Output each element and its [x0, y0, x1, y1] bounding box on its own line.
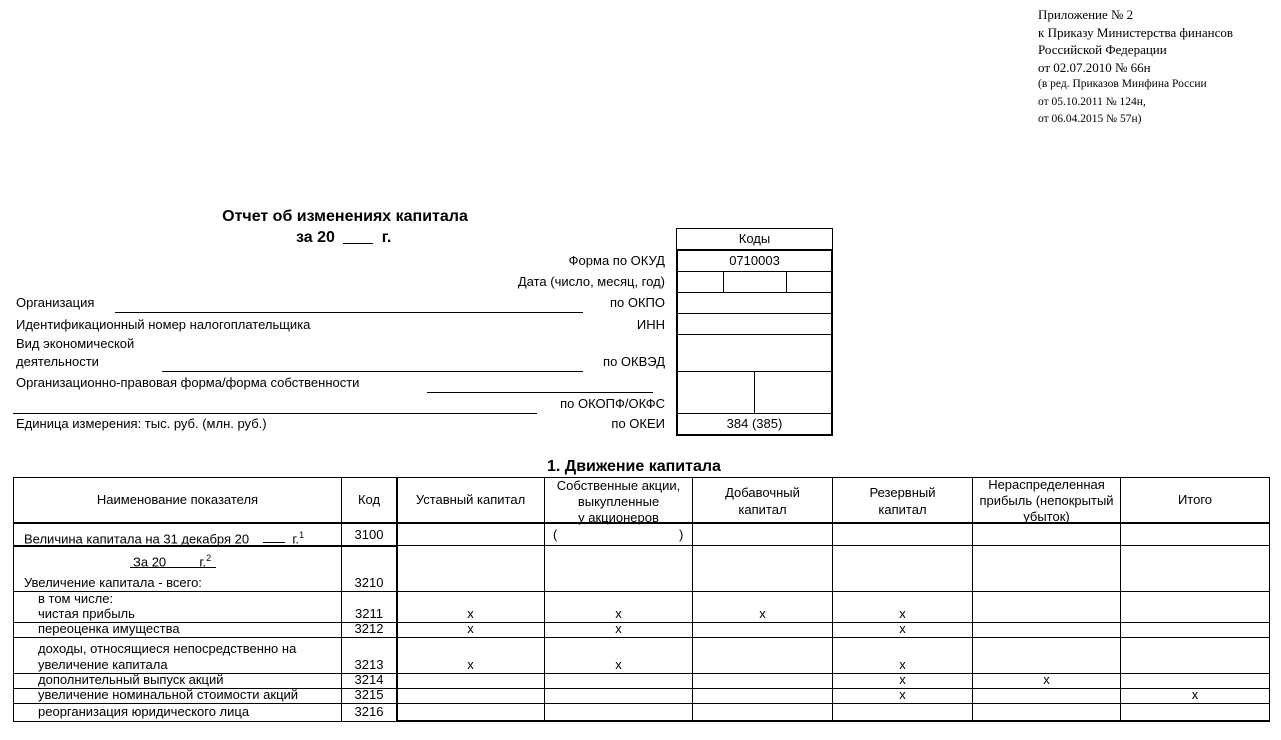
okved-label: по ОКВЭД — [603, 354, 665, 369]
codes-header: Коды — [738, 231, 771, 246]
row-3216-name: реорганизация юридического лица — [38, 704, 250, 719]
row-3100-label: Величина капитала на 31 декабря 20 — [24, 531, 250, 547]
row-3213-name-1: доходы, относящиеся непосредственно на — [38, 641, 297, 656]
period-underline — [130, 567, 216, 568]
col-header-own-shares-2: выкупленные — [577, 494, 660, 509]
appendix-line: от 06.04.2015 № 57н) — [1038, 113, 1142, 125]
period-year-field[interactable] — [172, 555, 194, 566]
report-title: Отчет об изменениях капитала — [222, 208, 468, 225]
okopf-label: по ОКОПФ/ОКФС — [560, 396, 665, 411]
okei-value: 384 (385) — [726, 416, 783, 431]
row-3215-total-mark: x — [1191, 687, 1199, 702]
row-3211-pre: в том числе: — [38, 591, 114, 606]
col-header-own-shares-1: Собственные акции, — [556, 478, 681, 493]
col-header-code: Код — [357, 492, 381, 507]
appendix-line: от 02.07.2010 № 66н — [1038, 59, 1151, 75]
date-day-field[interactable] — [680, 273, 722, 291]
report-period — [296, 229, 391, 247]
period-suffix: г. — [199, 554, 207, 570]
appendix-line: Российской Федерации — [1038, 42, 1167, 57]
col-header-charter: Уставный капитал — [415, 492, 526, 507]
row-3212-reserve-mark: x — [899, 621, 906, 636]
inn-label: ИНН — [636, 317, 665, 332]
row-3211-own-shares-mark: x — [615, 606, 622, 621]
unit-label: Единица измерения: тыс. руб. (млн. руб.) — [16, 416, 267, 431]
row-3215-code: 3215 — [354, 687, 384, 702]
row-3211-charter-mark: x — [467, 606, 474, 621]
col-header-retained-1: Нераспределенная — [988, 477, 1105, 492]
taxpayer-id-label: Идентификационный номер налогоплательщика — [16, 317, 311, 332]
row-3213-code: 3213 — [354, 657, 384, 672]
appendix-line: (в ред. Приказов Минфина России — [1038, 78, 1207, 90]
okfs-field[interactable] — [757, 373, 830, 412]
okud-label: Форма по ОКУД — [568, 253, 665, 268]
row-3211-reserve-mark: x — [899, 606, 906, 621]
legal-form-field-2[interactable] — [13, 413, 537, 414]
legal-form-field-1[interactable] — [427, 392, 653, 393]
col-header-own-shares-3: у акционеров — [578, 510, 659, 525]
col-header-total: Итого — [1177, 492, 1213, 507]
appendix-line: от 05.10.2011 № 124н, — [1038, 95, 1146, 108]
appendix-header — [1038, 6, 1233, 129]
row-3100-suffix: г. — [292, 531, 300, 547]
col-header-reserve-2: капитал — [878, 502, 927, 517]
date-year-field[interactable] — [788, 273, 830, 291]
activity-field[interactable] — [162, 371, 583, 372]
row-3210-code: 3210 — [354, 575, 384, 590]
row-3214-code: 3214 — [354, 672, 384, 687]
row-3214-reserve-mark: x — [899, 672, 906, 687]
organization-field[interactable] — [115, 312, 583, 313]
organization-label: Организация — [16, 295, 95, 310]
col-header-additional-1: Добавочный — [725, 485, 800, 500]
row-3212-name: переоценка имущества — [38, 621, 180, 636]
col-header-name: Наименование показателя — [96, 492, 259, 507]
appendix-line: Приложение № 2 — [1038, 7, 1134, 22]
report-period-prefix: за 20 — [296, 229, 335, 246]
row-3210-name: Увеличение капитала - всего: — [24, 575, 202, 590]
date-month-field[interactable] — [725, 273, 785, 291]
row-3215-name: увеличение номинальной стоимости акций — [38, 687, 299, 702]
okud-value: 0710003 — [729, 253, 780, 268]
col-header-additional — [693, 484, 832, 518]
col-header-additional-2: капитал — [738, 502, 787, 517]
row-3213-charter-mark: x — [467, 657, 474, 672]
okpo-label: по ОКПО — [609, 295, 665, 310]
inn-field[interactable] — [680, 315, 830, 333]
col-header-reserve-1: Резервный — [869, 485, 936, 500]
row-3212-own-shares-mark: x — [615, 621, 622, 636]
okpo-field[interactable] — [680, 294, 830, 312]
date-label: Дата (число, месяц, год) — [517, 274, 665, 289]
col-header-reserve — [833, 484, 972, 518]
legal-form-label: Организационно-правовая форма/форма собственности — [16, 375, 360, 390]
row-3214-retained-mark: x — [1043, 672, 1050, 687]
section-title: 1. Движение капитала — [547, 458, 721, 475]
footnote-1: 1 — [299, 530, 305, 540]
col-header-own-shares — [545, 478, 692, 526]
row-3214-name: дополнительный выпуск акций — [38, 672, 224, 687]
row-3100-paren-open: ( — [553, 527, 558, 542]
row-3216-code: 3216 — [354, 704, 384, 719]
row-3100-year-field[interactable] — [263, 531, 285, 543]
col-header-retained-3: убыток) — [1023, 509, 1070, 524]
row-3213-own-shares-mark: x — [615, 657, 622, 672]
okved-field[interactable] — [680, 336, 830, 370]
row-3100-paren-close: ) — [679, 527, 684, 542]
col-header-retained-2: прибыль (непокрытый — [979, 493, 1114, 508]
report-period-suffix: г. — [381, 229, 392, 246]
row-3211-code: 3211 — [355, 606, 383, 621]
row-3211-additional-mark: x — [759, 606, 766, 621]
row-3213-reserve-mark: x — [899, 657, 906, 672]
row-3211-name: чистая прибыль — [38, 606, 135, 621]
report-year-field[interactable] — [343, 229, 373, 244]
appendix-line: к Приказу Министерства финансов — [1038, 24, 1233, 40]
okopf-field[interactable] — [680, 373, 752, 412]
activity-label-2: деятельности — [16, 354, 99, 369]
row-3212-code: 3212 — [354, 621, 384, 636]
codes-header-cell — [676, 228, 833, 249]
row-3100-code: 3100 — [354, 527, 384, 542]
row-3213-name-2: увеличение капитала — [38, 657, 168, 672]
period-prefix: За 20 — [133, 554, 167, 570]
row-3100-name — [24, 528, 304, 546]
row-3212-charter-mark: x — [467, 621, 474, 636]
row-3215-reserve-mark: x — [899, 687, 906, 702]
activity-label-1: Вид экономической — [16, 336, 135, 351]
col-header-retained — [973, 477, 1120, 525]
okei-label: по ОКЕИ — [611, 416, 665, 431]
footnote-2: 2 — [206, 553, 212, 563]
